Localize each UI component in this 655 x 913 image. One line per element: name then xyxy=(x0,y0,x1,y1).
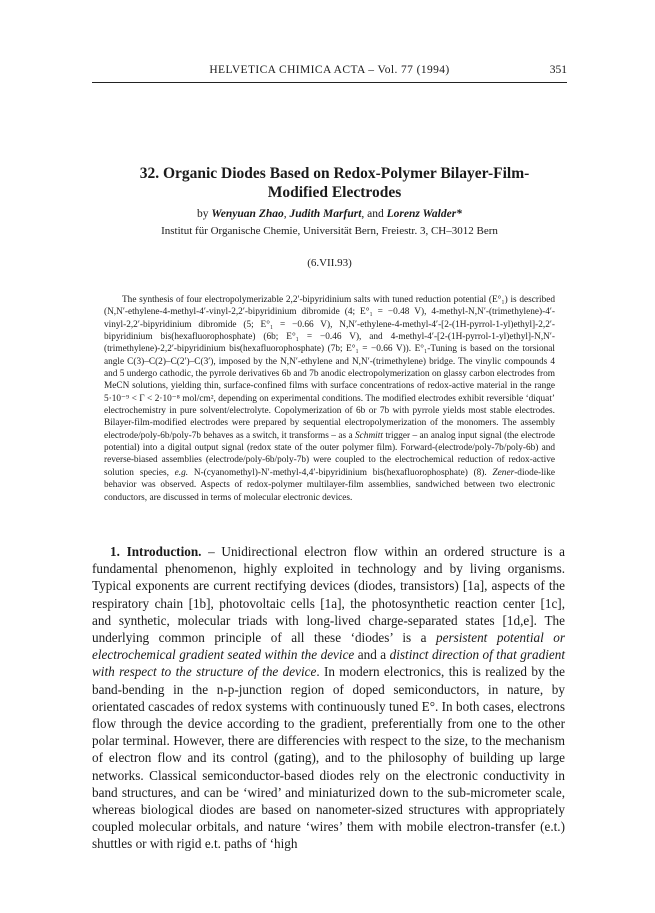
institution: Institut für Organische Chemie, Universität Bern, Freiestr. 3, CH–3012 Bern xyxy=(161,225,498,237)
article-title: 32. Organic Diodes Based on Redox-Polymer Bilayer-Film-Modified Electrodes xyxy=(139,165,530,201)
abstract-text: The synthesis of four electropolymerizable 2,2′-bipyridinium salts with tuned reduction potential (E°₁) is described (N,N′-ethylene-4-methyl-4′-vinyl-2,2′-bipyridinium dibromide (4; E°₁ = −0.48 V), 4-methyl-N,N′-(trimethylene)-4′-vinyl-2,2′-bipyridinium dibromide (5; E°₁ = −0.66 V), N,N′-ethylene-4-methyl-4′-[2-(1H-pyrrol-1-yl)ethyl]-2,2′-bipyridinium bis(hexafluorophosphate) (6b; E°₁ = −0.46 V), and 4-methyl-4′-[2-(1H-pyrrol-1-yl)ethyl]-N,N′-(trimethylene)-2,2′-bipyridinium bis(hexafluorophosphate) (7b; E°₁ = −0.66 V)). E°₁-Tuning is based on the torsional angle C(3)–C(2)–C(2′)–C(3′), imposed by the N,N′-ethylene and N,N′-(trimethylene) bridge. The vinylic compounds 4 and 5 undergo cathodic, the pyrrole derivatives 6b and 7b anodic electropolymerization on glassy carbon electrodes from MeCN solutions, yielding thin, surface-confined films with surface concentrations of redox-active material in the range 5·10⁻⁹ < Γ < 2·10⁻⁸ mol/cm², depending on experimental conditions. The modified electrodes exhibit reversible ‘diquat’ electrochemistry in pure solvent/electrolyte. Copolymerization of 6b or 7b with pyrrole yields most stable electrodes. Bilayer-film-modified electrodes were prepared by sequential electropolymerization of the monomers. The assembly electrode/poly-6b/poly-7b behaves as a switch, it transforms – as a xyxy=(104,295,555,441)
body-text: . In modern electronics, this is realized by the band-bending in the n-p-junction region of doped semiconductors, in nature, by orientated cascades of redox systems with continuously tuned E°. In both cases, electrons flow through the device according to the gradient, preferentially from one to the other polar terminal. However, there are differencies with respect to the size, to the mechanism of electron flow and its control (gating), and to the philosophy of building up large networks. Classical semiconductor-based diodes rely on the electronic conductivity in band structures, and can be ‘wired’ and miniaturized down to the sub-micrometer scale, whereas biological diodes are based on nanometer-sized structures with appropriately coupled molecular orbitals, and nature ‘wires’ them with mobile electron-transfer (e.t.) shuttles or with rigid e.t. paths of ‘high xyxy=(92,664,565,852)
page-number: 351 xyxy=(549,64,567,76)
header-rule xyxy=(92,82,567,83)
abstract-text: -diode-like behavior was observed. Aspects of redox-polymer multilayer-film assemblies, sandwiched between two electronic conductors, are discussed in terms of molecular electronic devices. xyxy=(104,467,555,503)
received-date: (6.VII.93) xyxy=(307,257,352,269)
author-separator: , and xyxy=(361,208,387,220)
running-title: HELVETICA CHIMICA ACTA – Vol. 77 (1994) xyxy=(209,64,450,76)
authors-prefix: by xyxy=(197,208,212,220)
author-line xyxy=(92,208,567,220)
author-3: Lorenz Walder* xyxy=(386,208,462,220)
abstract-text: trigger – an analog input signal (the electrode potential) into a digital output signal (redox state of the outer polymer film). Forward-(electrode/poly-7b/poly-6b) and reverse-biased assemblies (electrode/poly-6b/poly-7b) were coupled to the electrochemical reduction of redox-active solution species, xyxy=(104,430,555,478)
abstract-italic: Zener xyxy=(492,467,515,478)
author-1: Wenyuan Zhao xyxy=(211,208,284,220)
running-head xyxy=(92,64,567,80)
abstract-italic: e.g. xyxy=(174,467,189,478)
abstract-italic: Schmitt xyxy=(355,430,383,441)
section-heading: 1. Introduction. xyxy=(110,544,202,559)
body-text: and a xyxy=(354,647,390,663)
body-italic: distinct direction of that gradient with respect to the structure of the device xyxy=(92,647,565,680)
body-text: – Unidirectional electron flow within an ordered structure is a fundamental phenomenon, highly exploited in technology and by living organisms. Typical exponents are current rectifying devices (diodes, transistors) [1a], aspects of the respiratory chain [1b], photovoltaic cells [1a], the photosynthetic reaction center [1c], and synthetic, molecular triads with long-lived charge-separated states [1d,e]. The underlying common principle of all these ‘diodes’ is a xyxy=(92,544,565,646)
abstract xyxy=(104,294,555,504)
author-2: Judith Marfurt xyxy=(289,208,362,220)
introduction-section xyxy=(92,543,565,853)
body-italic: persistent potential or electrochemical gradient seated within the device xyxy=(92,630,565,663)
author-separator: , xyxy=(283,208,290,220)
abstract-text: N-(cyanomethyl)-N′-methyl-4,4′-bipyridinium bis(hexafluorophosphate) (8). xyxy=(188,467,493,478)
